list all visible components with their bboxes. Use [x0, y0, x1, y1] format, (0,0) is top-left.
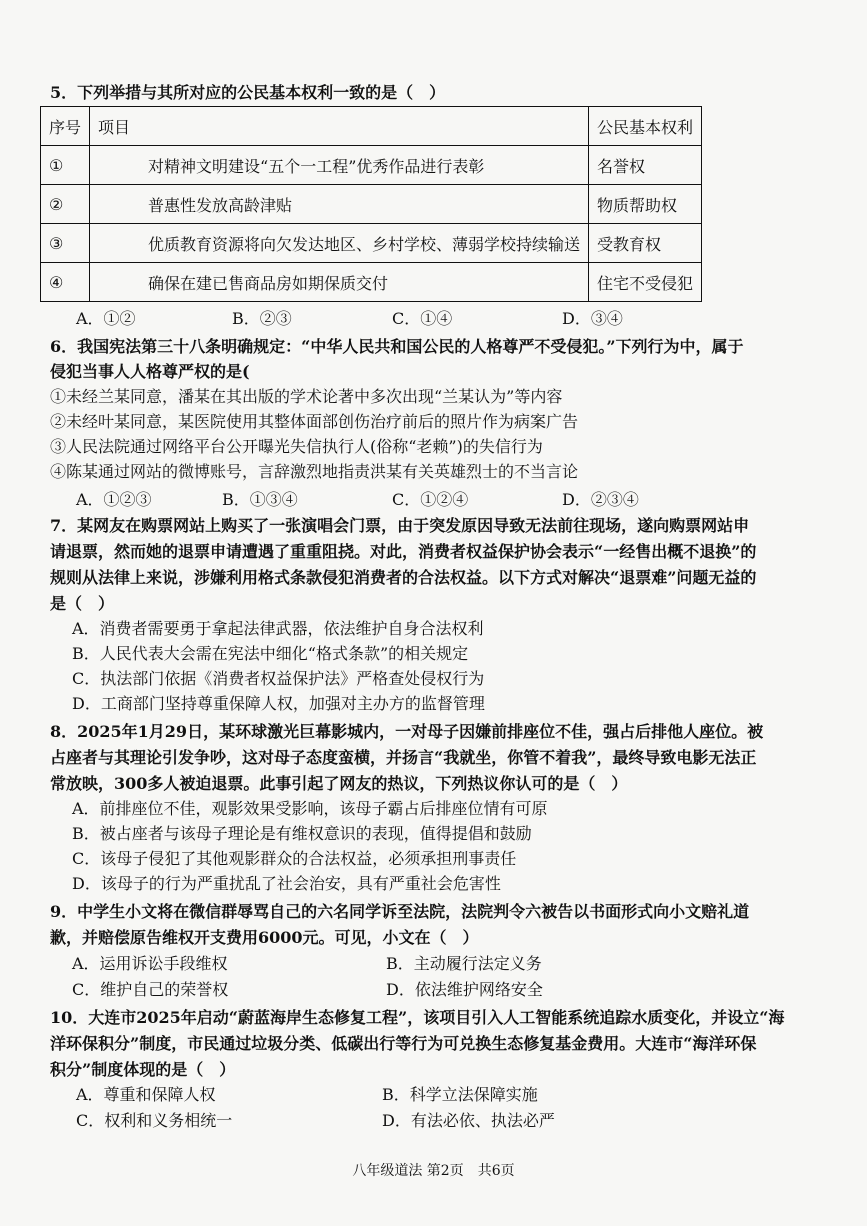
- row-item: 普惠性发放高龄津贴: [90, 185, 589, 224]
- row-item: 确保在建已售商品房如期保质交付: [90, 263, 589, 302]
- q10-stem-line: 积分”制度体现的是（ ）: [50, 1060, 236, 1079]
- q5-stem: 5．下列举措与其所对应的公民基本权利一致的是（ ）: [50, 83, 446, 102]
- q5-option-c: C．①④: [392, 309, 453, 328]
- q7-option-b: B．人民代表大会需在宪法中细化“格式条款”的相关规定: [72, 644, 469, 663]
- row-right: 住宅不受侵犯: [589, 263, 702, 302]
- q8-stem-line: 占座者与其理论引发争吵，这对母子态度蛮横，并扬言“我就坐，你管不着我”，最终导致电影无法正: [50, 748, 757, 767]
- q9-option-b: B．主动履行法定义务: [386, 954, 542, 973]
- page-footer: 八年级道法 第2页 共6页: [352, 1163, 515, 1179]
- q8-option-a: A．前排座位不佳，观影效果受影响，该母子霸占后排座位情有可原: [72, 799, 548, 818]
- q9-stem-line: 9．中学生小文将在微信群辱骂自己的六名同学诉至法院，法院判令六被告以书面形式向小文赔礼道: [50, 902, 750, 921]
- header-no: 序号: [41, 107, 90, 146]
- header-right: 公民基本权利: [589, 107, 702, 146]
- q7-option-a: A．消费者需要勇于拿起法律武器，依法维护自身合法权利: [72, 619, 484, 638]
- q9-stem-line: 歉，并赔偿原告维权开支费用6000元。可见，小文在（ ）: [50, 928, 479, 947]
- table-row: [41, 224, 702, 263]
- q10-stem-line: 10．大连市2025年启动“蔚蓝海岸生态修复工程”，该项目引入人工智能系统追踪水质变化，并设立“海: [50, 1008, 785, 1027]
- q10-option-d: D．有法必依、执法必严: [382, 1111, 555, 1130]
- q5-option-a: A．①②: [76, 309, 136, 328]
- q6-stem-line: 6．我国宪法第三十八条明确规定：“中华人民共和国公民的人格尊严不受侵犯。”下列行为中，属于: [50, 337, 744, 356]
- q6-option-b: B．①③④: [222, 490, 298, 509]
- q8-stem-line: 常放映，300多人被迫退票。此事引起了网友的热议，下列热议你认可的是（ ）: [50, 774, 628, 793]
- q8-option-b: B．被占座者与该母子理论是有维权意识的表现，值得提倡和鼓励: [72, 824, 532, 843]
- q6-option-d: D．②③④: [562, 490, 639, 509]
- q9-option-a: A．运用诉讼手段维权: [72, 954, 228, 973]
- q9-option-d: D．依法维护网络安全: [386, 980, 543, 999]
- q8-stem-line: 8．2025年1月29日，某环球激光巨幕影城内，一对母子因嫌前排座位不佳，强占后排他人座位。被: [50, 722, 764, 741]
- q5-option-b: B．②③: [232, 309, 292, 328]
- table-row: [41, 185, 702, 224]
- q7-option-d: D．工商部门坚持尊重保障人权，加强对主办方的监督管理: [72, 694, 485, 713]
- header-item: 项目: [90, 107, 589, 146]
- q10-option-b: B．科学立法保障实施: [382, 1085, 538, 1104]
- q5-option-d: D．③④: [562, 309, 623, 328]
- q6-item: ③人民法院通过网络平台公开曝光失信执行人(俗称“老赖”)的失信行为: [50, 437, 543, 456]
- row-right: 物质帮助权: [589, 185, 702, 224]
- row-no: ②: [41, 185, 90, 224]
- q7-option-c: C．执法部门依据《消费者权益保护法》严格查处侵权行为: [72, 669, 485, 688]
- q8-option-c: C．该母子侵犯了其他观影群众的合法权益，必须承担刑事责任: [72, 849, 517, 868]
- row-item: 优质教育资源将向欠发达地区、乡村学校、薄弱学校持续输送: [90, 224, 589, 263]
- q6-stem-line: 侵犯当事人人格尊严权的是(: [50, 362, 250, 381]
- table-row: [41, 146, 702, 185]
- q9-option-c: C．维护自己的荣誉权: [72, 980, 229, 999]
- table-row: [41, 263, 702, 302]
- q6-item: ②未经叶某同意，某医院使用其整体面部创伤治疗前后的照片作为病案广告: [50, 412, 579, 431]
- q7-stem-line: 7．某网友在购票网站上购买了一张演唱会门票，由于突发原因导致无法前往现场，遂向购票网站申: [50, 516, 750, 535]
- q7-stem-line: 请退票，然而她的退票申请遭遇了重重阻挠。对此，消费者权益保护协会表示“一经售出概不退换”的: [50, 542, 757, 561]
- q7-stem-line: 是（ ）: [50, 594, 115, 613]
- q10-option-c: C．权利和义务相统一: [76, 1111, 233, 1130]
- q6-item: ④陈某通过网站的微博账号，言辞激烈地指责洪某有关英雄烈士的不当言论: [50, 462, 579, 481]
- q6-item: ①未经兰某同意，潘某在其出版的学术论著中多次出现“兰某认为”等内容: [50, 387, 563, 406]
- row-no: ④: [41, 263, 90, 302]
- row-right: 名誉权: [589, 146, 702, 185]
- q6-option-c: C．①②④: [392, 490, 469, 509]
- q7-stem-line: 规则从法律上来说，涉嫌利用格式条款侵犯消费者的合法权益。以下方式对解决“退票难”问题无益的: [50, 568, 757, 587]
- row-right: 受教育权: [589, 224, 702, 263]
- row-no: ③: [41, 224, 90, 263]
- q10-stem-line: 洋环保积分”制度，市民通过垃圾分类、低碳出行等行为可兑换生态修复基金费用。大连市“海洋环保: [50, 1034, 757, 1053]
- q5-table: [40, 106, 702, 302]
- q8-option-d: D．该母子的行为严重扰乱了社会治安，具有严重社会危害性: [72, 874, 501, 893]
- row-no: ①: [41, 146, 90, 185]
- q10-option-a: A．尊重和保障人权: [76, 1085, 216, 1104]
- table-header-row: [41, 107, 702, 146]
- row-item: 对精神文明建设“五个一工程”优秀作品进行表彰: [90, 146, 589, 185]
- q6-option-a: A．①②③: [76, 490, 152, 509]
